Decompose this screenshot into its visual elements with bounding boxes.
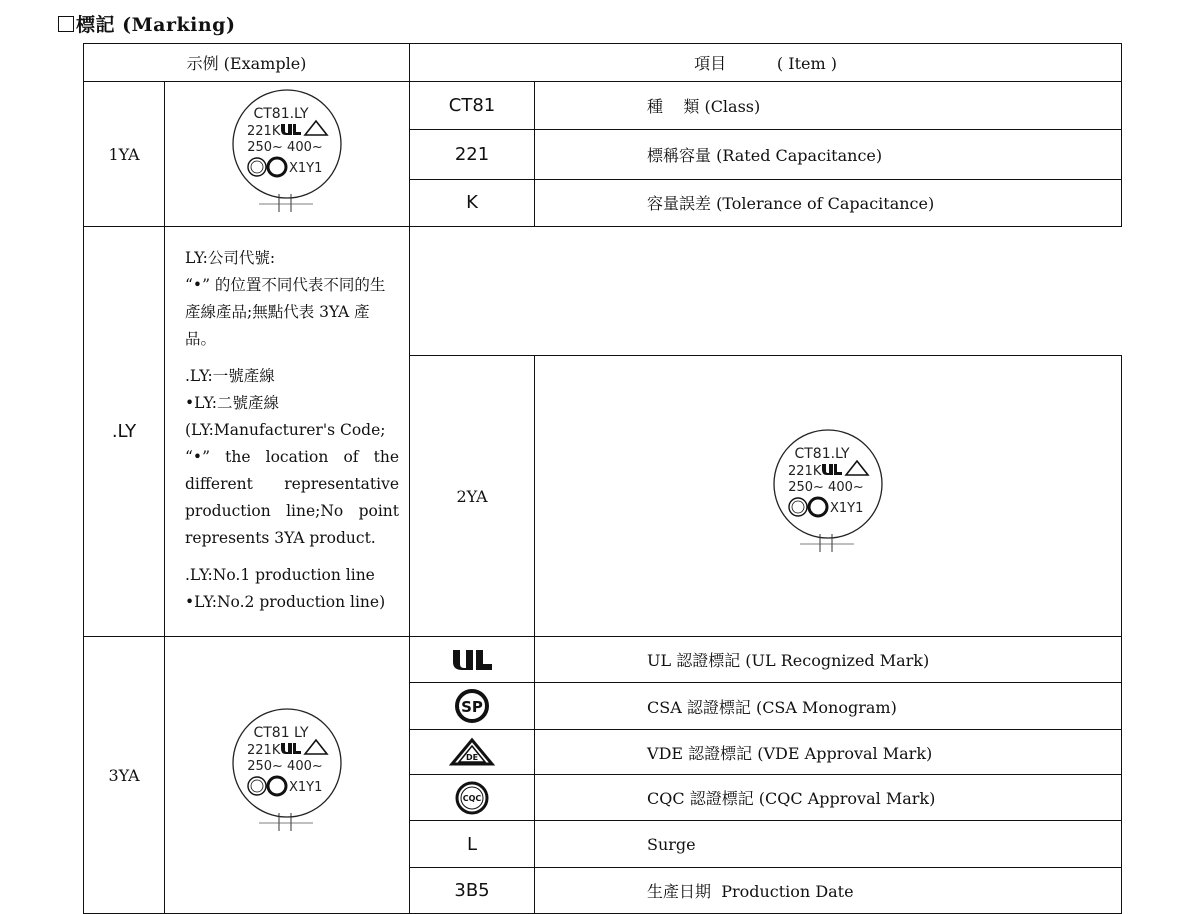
capacitor-marking-diagram	[748, 414, 908, 574]
page-title-text: 標記 (Marking)	[76, 14, 236, 36]
desc-cqc: CQC 認證標記 (CQC Approval Mark)	[535, 775, 1122, 821]
table-row	[84, 82, 1122, 130]
disc-text-safety-class: X1Y1	[289, 780, 323, 795]
disc-text-class: CT81.LY	[794, 446, 850, 463]
ly-line: .LY:一號產線	[185, 367, 275, 385]
disc-text-voltage: 250~ 400~	[247, 759, 323, 774]
desc-vde: VDE 認證標記 (VDE Approval Mark)	[535, 730, 1122, 775]
example-label-2ya: 2YA	[410, 356, 535, 637]
header-example: 示例 (Example)	[84, 44, 410, 82]
example-diagram-1ya	[165, 82, 410, 227]
ly-line: “•” 的位置不同代表不同的生產線產品;無點代表 3YA 產品。	[185, 276, 386, 348]
page-title	[58, 10, 235, 37]
example-label-1ya: 1YA	[84, 82, 165, 227]
cqc-mark-cell	[410, 775, 535, 821]
csa-mark-cell	[410, 683, 535, 730]
code-capacitance: 221	[410, 130, 535, 179]
code-tolerance: K	[410, 179, 535, 226]
cqc-mark-icon	[454, 780, 490, 816]
disc-text-capacitance: 221K	[247, 124, 281, 139]
header-item: 項目 ( Item )	[410, 44, 1122, 82]
desc-date: 生產日期 Production Date	[535, 868, 1122, 914]
disc-text-class: CT81 LY	[253, 725, 309, 741]
desc-csa: CSA 認證標記 (CSA Monogram)	[535, 683, 1122, 730]
code-surge: L	[410, 821, 535, 868]
disc-text-voltage: 250~ 400~	[788, 480, 864, 496]
example-diagram-3ya	[165, 637, 410, 914]
disc-text-voltage: 250~ 400~	[247, 140, 323, 155]
disc-text-safety-class: X1Y1	[289, 161, 323, 176]
header-row	[84, 44, 1122, 82]
csa-mark-icon	[454, 688, 490, 724]
svg-text:CQC: CQC	[462, 793, 482, 803]
code-date: 3B5	[410, 868, 535, 914]
disc-text-capacitance: 221K	[788, 464, 822, 480]
code-class: CT81	[410, 82, 535, 130]
ly-line: •LY:No.2 production line)	[185, 593, 386, 611]
desc-tolerance: 容量誤差 (Tolerance of Capacitance)	[535, 179, 1122, 226]
vde-mark-icon	[449, 736, 495, 768]
vde-mark-cell	[410, 730, 535, 775]
table-row	[84, 637, 1122, 683]
checkbox-square-icon	[58, 16, 74, 32]
desc-ul: UL 認證標記 (UL Recognized Mark)	[535, 637, 1122, 683]
example-label-3ya: 3YA	[84, 637, 165, 914]
disc-text-capacitance: 221K	[247, 743, 281, 758]
example-diagram-2ya	[535, 356, 1122, 637]
desc-class: 種 類 (Class)	[535, 82, 1122, 130]
ly-line: •LY:二號產線	[185, 394, 279, 412]
marking-table	[83, 43, 1122, 914]
code-ly: .LY	[84, 227, 165, 637]
svg-text:DE: DE	[465, 753, 479, 762]
capacitor-marking-diagram	[207, 693, 367, 853]
ly-line: .LY:No.1 production line	[185, 566, 375, 584]
desc-surge: Surge	[535, 821, 1122, 868]
desc-ly	[165, 227, 410, 637]
ul-mark-icon	[450, 646, 494, 674]
ly-line: “•” the location of the different representative production line;No point represents 3YA product.	[185, 448, 400, 547]
disc-text-safety-class: X1Y1	[830, 501, 864, 517]
table-row	[84, 227, 1122, 356]
capacitor-marking-diagram	[207, 82, 367, 222]
desc-capacitance: 標稱容量 (Rated Capacitance)	[535, 130, 1122, 179]
ul-mark-cell	[410, 637, 535, 683]
ly-line: (LY:Manufacturer's Code;	[185, 421, 386, 439]
svg-text:SP: SP	[461, 698, 483, 716]
ly-line: LY:公司代號:	[185, 249, 276, 267]
disc-text-class: CT81.LY	[253, 106, 309, 122]
